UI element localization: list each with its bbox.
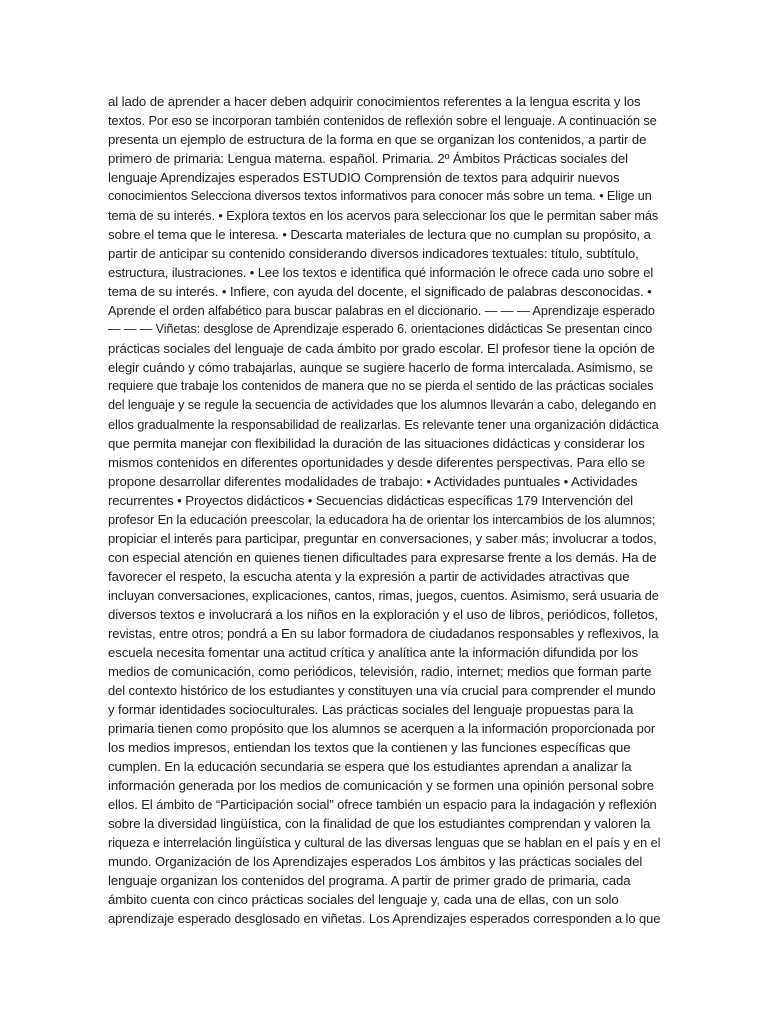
text-line: prácticas sociales del lenguaje de cada ámbito por grado escolar. El profesor tiene la opción de	[108, 341, 655, 356]
text-line: sobre la diversidad lingüística, con la finalidad de que los estudiantes comprendan y valoren la	[108, 816, 651, 831]
text-line: del contexto histórico de los estudiantes y constituyen una vía crucial para comprender el mundo	[108, 683, 656, 698]
text-line: presenta un ejemplo de estructura de la forma en que se organizan los contenidos, a partir de	[108, 132, 647, 147]
text-line: profesor En la educación preescolar, la educadora ha de orientar los intercambios de los alumnos;	[108, 512, 656, 527]
text-line: mismos contenidos en diferentes oportunidades y desde diferentes perspectivas. Para ello se	[108, 455, 646, 470]
text-line: lenguaje organizan los contenidos del programa. A partir de primer grado de primaria, cada	[108, 873, 631, 888]
text-line: propiciar el interés para participar, preguntar en conversaciones, y saber más; involucrar a todos,	[108, 531, 657, 546]
body-text	[108, 92, 660, 928]
text-line: del lenguaje y se regule la secuencia de actividades que los alumnos llevarán a cabo, delegando en	[108, 398, 657, 412]
text-line: con especial atención en quienes tienen dificultades para expresarse frente a los demás. Ha de	[108, 550, 657, 565]
text-line: mundo. Organización de los Aprendizajes esperados Los ámbitos y las prácticas sociales del	[108, 854, 643, 869]
text-line: partir de anticipar su contenido considerando diversos indicadores textuales: título, subtítulo,	[108, 246, 639, 261]
text-line: riqueza e interrelación lingüística y cultural de las diversas lenguas que se hablan en el país y en el	[108, 835, 661, 850]
text-line: lenguaje Aprendizajes esperados ESTUDIO Comprensión de textos para adquirir nuevos	[108, 170, 620, 185]
text-line: cumplen. En la educación secundaria se espera que los estudiantes aprendan a analizar la	[108, 759, 632, 774]
text-line: revistas, entre otros; pondrá a En su labor formadora de ciudadanos responsables y reflexivos, la	[108, 626, 659, 641]
text-line: primaria tienen como propósito que los alumnos se acerquen a la información proporcionada por	[108, 721, 656, 736]
text-line: requiere que trabaje los contenidos de manera que no se pierda el sentido de las prácticas sociales	[108, 379, 654, 393]
text-line: incluyan conversaciones, explicaciones, cantos, rimas, juegos, cuentos. Asimismo, será usuaria de	[108, 588, 659, 603]
text-line: ellos gradualmente la responsabilidad de realizarlas. Es relevante tener una organización didáctica	[108, 417, 659, 432]
text-line: y formar identidades socioculturales. Las prácticas sociales del lenguaje propuestas para la	[108, 702, 634, 717]
text-line: los medios impresos, entiendan los textos que la contienen y las funciones específicas que	[108, 740, 631, 755]
text-line: medios de comunicación, como periódicos, televisión, radio, internet; medios que forman parte	[108, 664, 652, 679]
text-line: favorecer el respeto, la escucha atenta y la expresión a partir de actividades atractivas que	[108, 569, 630, 584]
text-line: información generada por los medios de comunicación y se formen una opinión personal sobre	[108, 778, 654, 793]
text-line: textos. Por eso se incorporan también contenidos de reflexión sobre el lenguaje. A continuación se	[108, 113, 657, 128]
text-line: propone desarrollar diferentes modalidades de trabajo: • Actividades puntuales • Actividades	[108, 474, 638, 489]
text-line: recurrentes • Proyectos didácticos • Secuencias didácticas específicas 179 Intervención del	[108, 493, 633, 508]
text-line: estructura, ilustraciones. • Lee los textos e identifica qué información le ofrece cada uno sobre el	[108, 265, 654, 280]
text-line: diversos textos e involucrará a los niños en la exploración y el uso de libros, periódicos, folletos,	[108, 607, 658, 622]
text-line: aprendizaje esperado desglosado en viñetas. Los Aprendizajes esperados corresponden a lo que	[108, 911, 661, 926]
text-line: primero de primaria: Lengua materna. español. Primaria. 2º Ámbitos Prácticas sociales del	[108, 151, 628, 166]
text-line: que permita manejar con flexibilidad la duración de las situaciones didácticas y considerar los	[108, 436, 645, 451]
text-line: ellos. El ámbito de “Participación social” ofrece también un espacio para la indagación y reflexión	[108, 797, 657, 812]
text-line: ámbito cuenta con cinco prácticas sociales del lenguaje y, cada una de ellas, con un solo	[108, 892, 619, 907]
text-line: tema de su interés. • Infiere, con ayuda del docente, el significado de palabras desconocidas. •	[108, 284, 652, 299]
text-line: escuela necesita fomentar una actitud crítica y analítica ante la información difundida por los	[108, 645, 639, 660]
text-line: al lado de aprender a hacer deben adquirir conocimientos referentes a la lengua escrita y los	[108, 94, 641, 109]
text-line: Aprende el orden alfabético para buscar palabras en el diccionario. — — — Aprendizaje esperado	[108, 303, 655, 318]
text-line: elegir cuándo y cómo trabajarlas, aunque se sugiere hacerlo de forma intercalada. Asimismo, se	[108, 360, 653, 375]
text-line: conocimientos Selecciona diversos textos informativos para conocer más sobre un tema. • Elige un	[108, 189, 652, 203]
text-line: — — — Viñetas: desglose de Aprendizaje esperado 6. orientaciones didácticas Se presentan cinco	[108, 322, 653, 336]
text-line: sobre el tema que le interesa. • Descarta materiales de lectura que no cumplan su propósito, a	[108, 227, 651, 242]
text-line: tema de su interés. • Explora textos en los acervos para seleccionar los que le permitan saber más	[108, 208, 659, 223]
